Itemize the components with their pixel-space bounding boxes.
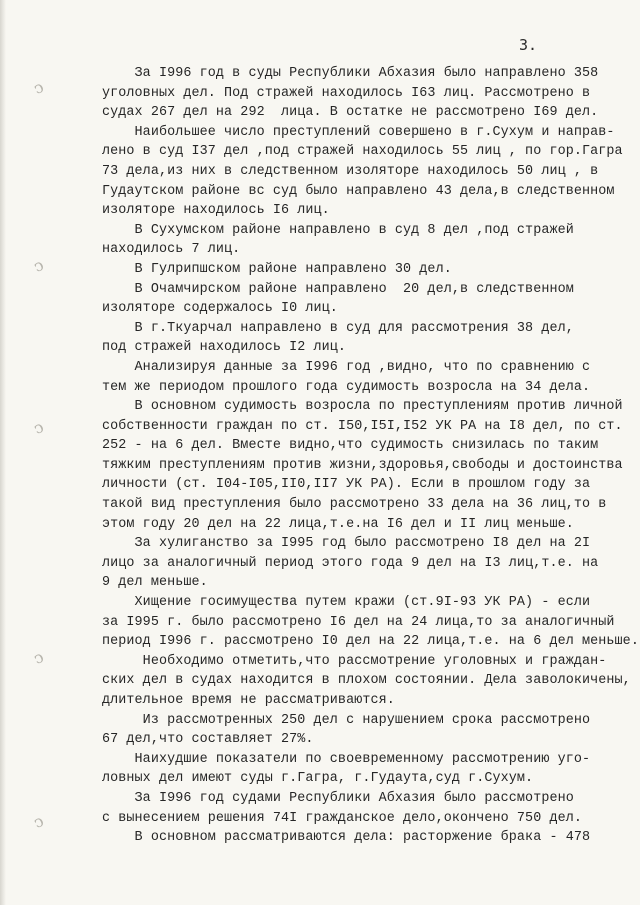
text-line: собственности граждан по ст. I50,I5I,I52 УК РА на I8 дел, по ст. xyxy=(102,418,623,434)
hole-punch-mark: ↄ xyxy=(30,254,47,277)
hole-punch-mark: ↄ xyxy=(30,76,47,99)
text-line: за I995 г. было рассмотрено I6 дел на 24 лица,то за аналогичный xyxy=(102,614,615,630)
text-line: личности (ст. I04-I05,II0,II7 УК РА). Если в прошлом году за xyxy=(102,477,591,493)
text-line: В Гулрипшском районе направлено 30 дел. xyxy=(102,261,452,277)
text-line: Анализируя данные за I996 год ,видно, что по сравнению с xyxy=(102,359,591,375)
text-line: с вынесением решения 74I гражданское дело,окончено 750 дел. xyxy=(102,810,583,826)
text-line: Наибольшее число преступлений совершено в г.Сухум и направ- xyxy=(102,124,615,140)
text-line: судах 267 дел на 292 лица. В остатке не рассмотрено I69 дел. xyxy=(102,105,599,121)
text-line: период I996 г. рассмотрено I0 дел на 22 лица,т.е. на 6 дел меньше. xyxy=(102,634,639,650)
text-line: 67 дел,что составляет 27%. xyxy=(102,732,314,748)
hole-punch-mark: ↄ xyxy=(30,810,47,833)
text-line: тяжким преступлениям против жизни,здоровья,свободы и достоинства xyxy=(102,457,623,473)
hole-punch-mark: ↄ xyxy=(30,646,47,669)
text-line: под стражей находилось I2 лиц. xyxy=(102,340,347,356)
text-line: В г.Ткуарчал направлено в суд для рассмотрения 38 дел, xyxy=(102,320,574,336)
text-line: Наихудшие показатели по своевременному рассмотрению уго- xyxy=(102,751,591,767)
text-line: этом году 20 дел на 22 лица,т.е.на I6 дел и II лиц меньше. xyxy=(102,516,574,532)
text-line: За хулиганство за I995 год было рассмотрено I8 дел на 2I xyxy=(102,536,591,552)
text-line: За I996 год в суды Республики Абхазия было направлено 358 xyxy=(102,66,599,81)
text-line: находилось 7 лиц. xyxy=(102,242,241,258)
text-line: такой вид преступления было рассмотрено 33 дела на 36 лиц,то в xyxy=(102,497,607,513)
page-edge-shadow xyxy=(0,0,6,905)
text-line: 9 дел меньше. xyxy=(102,575,208,591)
text-line: В основном рассматриваются дела: расторжение брака - 478 xyxy=(102,830,591,846)
text-line: 252 - на 6 дел. Вместе видно,что судимость снизилась по таким xyxy=(102,438,599,454)
text-line: лицо за аналогичный период этого года 9 дел на I3 лиц,т.е. на xyxy=(102,555,599,571)
text-line: уголовных дел. Под стражей находилось I63 лиц. Рассмотрено в xyxy=(102,85,591,101)
text-line: длительное время не рассматриваются. xyxy=(102,693,395,708)
page-number: 3. xyxy=(519,36,538,54)
text-line: Необходимо отметить,что рассмотрение уголовных и граждан- xyxy=(102,653,607,669)
text-line: тем же периодом прошлого года судимость возросла на 34 дела. xyxy=(102,379,591,395)
text-line: В Сухумском районе направлено в суд 8 дел ,под стражей xyxy=(102,222,574,238)
text-line: изоляторе находилось I6 лиц. xyxy=(102,203,330,219)
text-line: 73 дела,из них в следственном изоляторе находилось 50 лиц , в xyxy=(102,163,599,179)
text-line: ловных дел имеют суды г.Гагра, г.Гудаута,суд г.Сухум. xyxy=(102,771,534,787)
text-line: лено в суд I37 дел ,под стражей находилось 55 лиц , по гор.Гагра xyxy=(102,144,623,160)
hole-punch-mark: ↄ xyxy=(30,416,47,439)
text-line: В основном судимость возросла по преступлениям против личной xyxy=(102,399,623,415)
text-line: Хищение госимущества путем кражи (ст.9I-93 УК РА) - если xyxy=(102,595,591,611)
text-line: За I996 год судами Республики Абхазия было рассмотрено xyxy=(102,790,574,806)
text-line: В Очамчирском районе направлено 20 дел,в следственном xyxy=(102,281,574,297)
document-body xyxy=(102,64,639,848)
text-line: изоляторе содержалось I0 лиц. xyxy=(102,301,338,317)
text-line: ских дел в судах находится в плохом состоянии. Дела заволокичены, xyxy=(102,673,631,689)
text-line: Гудаутском районе вс суд было направлено 43 дела,в следственном xyxy=(102,183,615,199)
text-line: Из рассмотренных 250 дел с нарушением срока рассмотрено xyxy=(102,712,591,728)
